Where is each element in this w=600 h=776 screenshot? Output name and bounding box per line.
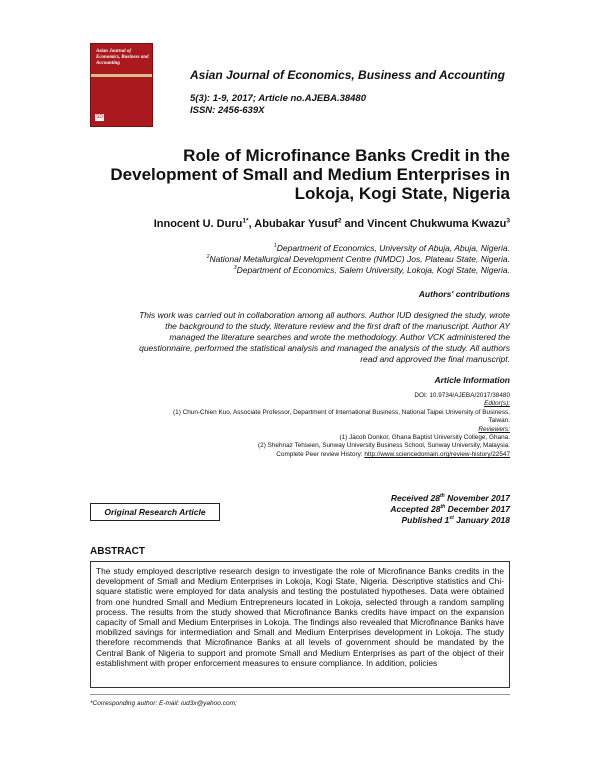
affiliation-text: National Metallurgical Development Centre (NMDC) Jos, Plateau State, Nigeria. (209, 254, 510, 264)
contributions-line: managed the literature searches and wrote the methodology. Author VCK administered the (169, 332, 510, 342)
author-name: Innocent U. Duru (153, 218, 243, 230)
reviewer-item: (1) Jacob Donkor, Ghana Baptist University College, Ghana. (339, 434, 510, 442)
cover-title: Asian Journal of Economics, Business and Accounting (96, 49, 149, 66)
editor-item: (1) Chun-Chien Kuo, Associate Professor, Department of International Business, National Taipei University of Business, (173, 408, 510, 416)
footnote-divider (90, 694, 510, 695)
paper-title-line: Development of Small and Medium Enterprises in (110, 165, 510, 184)
abstract-heading: ABSTRACT (90, 546, 145, 557)
affiliation-text: Department of Economics, Salem University, Lokoja, Kogi State, Nigeria. (236, 265, 510, 275)
contributions-line: read and approved the final manuscript. (360, 354, 510, 364)
doi: DOI: 10.9734/AJEBA/2017/38480 (414, 392, 510, 399)
paper-title-line: Lokoja, Kogi State, Nigeria (294, 184, 510, 203)
received-date: Received 28th November 2017 (390, 493, 510, 503)
author-list (100, 218, 510, 230)
affiliations (100, 243, 510, 276)
published-date: Published 1st January 2018 (401, 515, 510, 525)
affiliation-text: Department of Economics, University of Abuja, Abuja, Nigeria. (276, 243, 510, 253)
author-name: Abubakar Yusuf (254, 218, 338, 230)
editor-item-cont: Taiwan. (488, 417, 510, 425)
article-info (90, 392, 510, 459)
cover-band (91, 74, 152, 77)
review-history-label: Complete Peer review History: (276, 450, 365, 458)
article-type-badge: Original Research Article (90, 503, 220, 521)
accepted-date: Accepted 28th December 2017 (390, 504, 510, 514)
author-sep: and (341, 218, 368, 230)
paper-title (100, 146, 510, 203)
corresponding-author-footnote: *Corresponding author: E-mail: iud3x@yahoo.com; (90, 700, 237, 707)
author-sup: 2 (337, 217, 342, 225)
contributions-text (95, 310, 510, 365)
affiliation-item (100, 254, 510, 265)
contributions-line: questionnaire, performed the statistical analysis and managed the analysis of the study. All authors (139, 343, 510, 353)
paper-title-line: Role of Microfinance Banks Credit in the (183, 146, 510, 165)
article-info-heading: Article Information (434, 375, 510, 385)
contributions-line: This work was carried out in collaboration among all authors. Author IUD designed the study, wrote (139, 310, 510, 320)
publisher-logo-icon: SD (96, 114, 103, 120)
journal-issn: ISSN: 2456-639X (190, 105, 265, 116)
abstract-text: The study employed descriptive research design to investigate the role of Microfinance Banks credits in the development of Small and Medium Enterprises in Lokoja, Kogi State, Nigeria. Descriptive statistics and Chi-square statistic were employed for data analysis and testing the postulated hypotheses. Data were obtained from one hundred Small and Medium Entrepreneurs located in Lokoja, selected through a random sampling process. The results from the study showed that Microfinance Banks credits have impact on the expansion capacity of Small and Medium Enterprises in Lokoja. The findings also revealed that Microfinance Banks have mobilized savings for intermediation and Small and Medium Enterprises development in Lokoja. The study therefore recommends that Microfinance Banks at all levels of government should be mandated by the Central Bank of Nigeria to support and promote Small and Medium Enterprises as part of the object of their establishment with proper enforcement measures to ensure compliance. In addition, policies (90, 561, 510, 688)
contributions-heading: Authors' contributions (418, 289, 510, 299)
reviewers-label: Reviewers: (478, 425, 510, 433)
affiliation-item (100, 265, 510, 276)
editors-label: Editor(s): (484, 400, 510, 408)
reviewer-item: (2) Shehnaz Tehseen, Sunway University Business School, Sunway University, Malaysia. (258, 442, 510, 450)
affiliation-sup: 2 (206, 254, 210, 261)
author-sup: 3 (506, 217, 510, 225)
publication-dates (300, 493, 510, 526)
affiliation-sup: 1 (273, 243, 277, 250)
review-history (90, 451, 510, 459)
journal-name: Asian Journal of Economics, Business and Accounting (190, 68, 505, 82)
journal-meta (190, 93, 366, 117)
journal-citation: 5(3): 1-9, 2017; Article no.AJEBA.38480 (190, 93, 367, 104)
journal-cover-image (90, 43, 153, 127)
affiliation-sup: 3 (233, 265, 237, 272)
author-sup: 1* (242, 217, 249, 225)
contributions-line: the background to the study, literature review and the first draft of the manuscript. Author AY (165, 321, 510, 331)
affiliation-item (100, 243, 510, 254)
author-sep: , (248, 218, 255, 230)
author-name: Vincent Chukwuma Kwazu (367, 218, 507, 230)
review-history-link[interactable]: http://www.sciencedomain.org/review-history/22547 (364, 450, 510, 458)
